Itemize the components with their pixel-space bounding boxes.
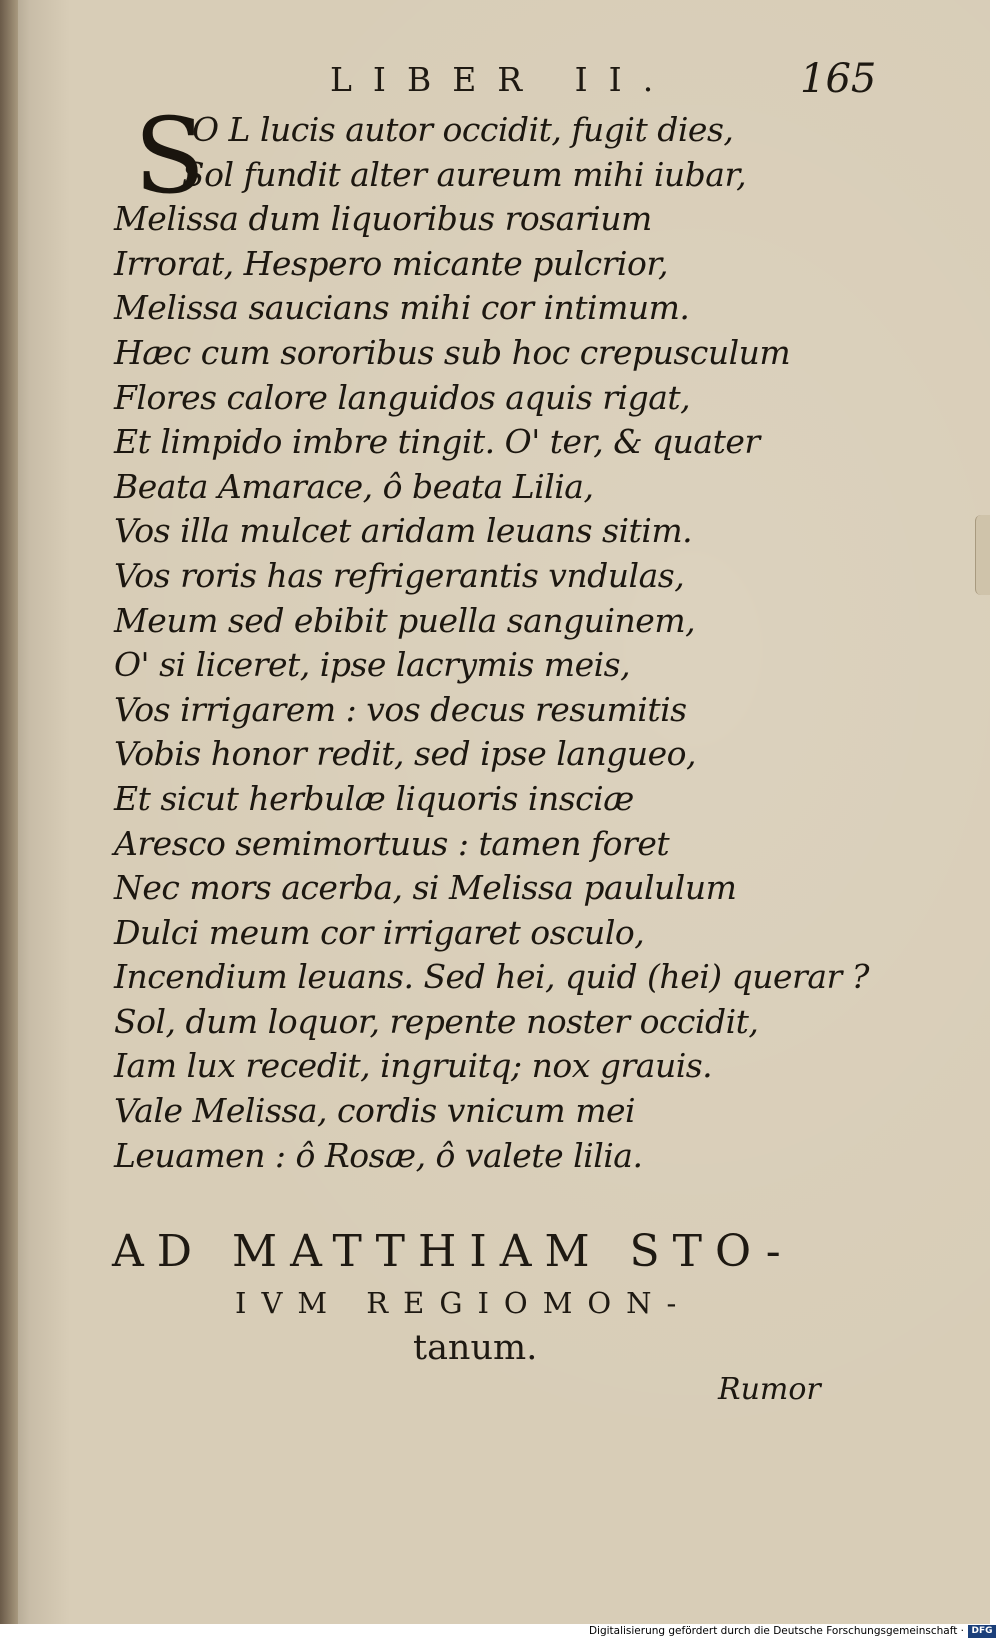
poem-line: Melissa saucians mihi cor intimum. <box>114 288 690 328</box>
page-number: 165 <box>800 56 877 102</box>
poem-line: Et sicut herbulæ liquoris insciæ <box>114 778 634 818</box>
poem-line: Hæc cum sororibus sub hoc crepusculum <box>114 332 791 372</box>
poem-text <box>114 95 874 1178</box>
dfg-logo: DFG <box>968 1625 996 1638</box>
poem-line: O' si liceret, ipse lacrymis meis, <box>114 645 631 685</box>
poem-line: Nec mors acerba, si Melissa paululum <box>114 868 737 908</box>
poem-line: Meum sed ebibit puella sanguinem, <box>114 600 696 640</box>
poem-line: Beata Amarace, ô beata Lilia, <box>114 466 594 506</box>
running-title: LIBER II. <box>330 60 675 99</box>
poem-line: Et limpido imbre tingit. O' ter, & quater <box>114 422 760 462</box>
poem-line: Vale Melissa, cordis vnicum mei <box>114 1091 636 1131</box>
digitization-footer <box>0 1624 1000 1640</box>
poem-line: Leuamen : ô Rosæ, ô valete lilia. <box>114 1135 643 1175</box>
footer-credit: Digitalisierung gefördert durch die Deutsche Forschungsgemeinschaft · <box>588 1625 964 1637</box>
page-edge-tab <box>975 515 990 595</box>
poem-line: Dulci meum cor irrigaret osculo, <box>114 912 645 952</box>
next-poem-title-line-1: AD MATTHIAM STO- <box>112 1226 794 1277</box>
poem-line: Iam lux recedit, ingruitq; nox grauis. <box>114 1046 713 1086</box>
poem-line: Incendium leuans. Sed hei, quid (hei) querar ? <box>114 957 869 997</box>
next-poem-title-line-3: tanum. <box>413 1328 538 1368</box>
page-gutter <box>0 0 18 1624</box>
poem-line: Sol, dum loquor, repente noster occidit, <box>114 1001 759 1041</box>
poem-line: Sol fundit alter aureum mihi iubar, <box>182 154 747 194</box>
poem-line: Vobis honor redit, sed ipse langueo, <box>114 734 696 774</box>
poem-line: Melissa dum liquoribus rosarium <box>114 199 652 239</box>
next-poem-title-line-2: IVM REGIOMON- <box>235 1286 692 1320</box>
poem-line: Vos irrigarem : vos decus resumitis <box>114 689 687 729</box>
poem-line: O L lucis autor occidit, fugit dies, <box>192 110 734 149</box>
poem-line: Irrorat, Hespero micante pulcrior, <box>114 243 668 283</box>
catchword: Rumor <box>718 1372 821 1407</box>
poem-line: Vos roris has refrigerantis vndulas, <box>114 555 685 595</box>
poem-line: Vos illa mulcet aridam leuans sitim. <box>114 511 693 551</box>
poem-line: Flores calore languidos aquis rigat, <box>114 377 691 417</box>
poem-line: Aresco semimortuus : tamen foret <box>114 823 670 863</box>
drop-cap-initial: S <box>134 95 205 217</box>
